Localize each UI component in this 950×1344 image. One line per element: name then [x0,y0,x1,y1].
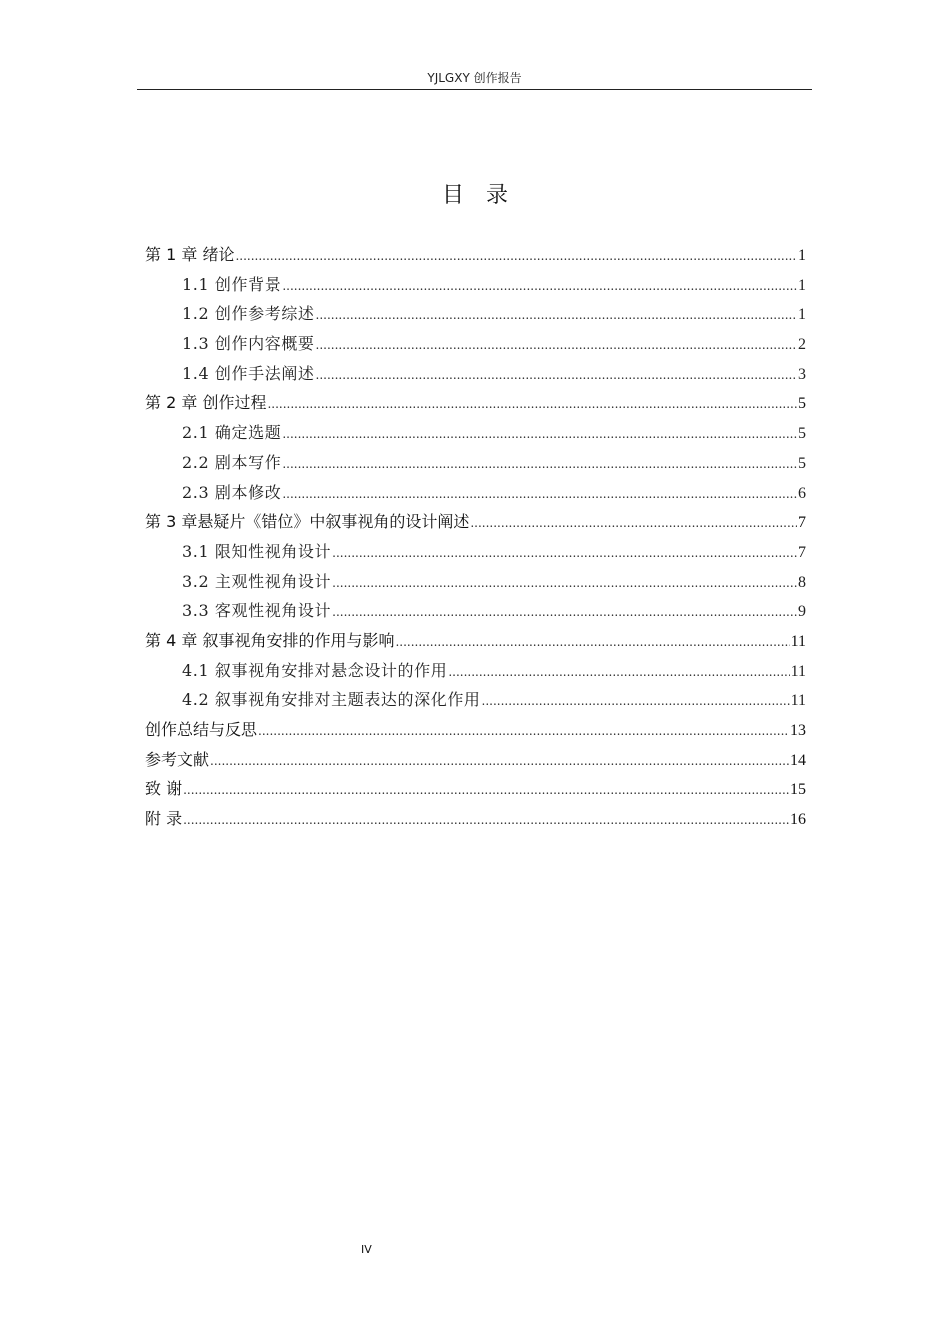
toc-entry-label: 2.1 确定选题 [182,423,282,443]
toc-title: 目录 [441,183,530,208]
toc-entry-page: 1 [798,306,806,324]
header-text: YJLGXY 创作报告 [427,71,522,85]
toc-entry-label: 3.3 客观性视角设计 [182,601,332,621]
toc-chapter-entry[interactable] [145,774,806,804]
toc-entry-label: 第 4 章 叙事视角安排的作用与影响 [145,630,395,650]
toc-entry-page: 16 [790,811,806,829]
toc-leader-dots [183,776,789,806]
toc-entry-label: 1.4 创作手法阐述 [182,363,315,383]
toc-entry-page: 6 [798,484,806,502]
toc-leader-dots [470,509,797,539]
toc-chapter-entry[interactable] [145,745,806,775]
toc-leader-dots [282,420,797,450]
toc-entry-label: 附 录 [145,809,183,829]
toc-section-entry[interactable] [145,478,806,508]
table-of-contents [145,240,806,834]
toc-entry-page: 14 [790,751,806,769]
toc-entry-label: 1.2 创作参考综述 [182,304,315,324]
toc-entry-label: 第 3 章悬疑片《错位》中叙事视角的设计阐述 [145,512,470,532]
toc-leader-dots [482,687,790,717]
toc-leader-dots [235,242,797,272]
toc-section-entry[interactable] [145,537,806,567]
toc-leader-dots [332,598,797,628]
toc-chapter-entry[interactable] [145,715,806,745]
toc-entry-label: 第 2 章 创作过程 [145,393,267,413]
toc-entry-label: 1.1 创作背景 [182,274,282,294]
toc-entry-page: 8 [798,573,806,591]
toc-leader-dots [395,628,789,658]
toc-section-entry[interactable] [145,299,806,329]
toc-entry-page: 15 [790,781,806,799]
toc-entry-page: 1 [798,247,806,264]
toc-leader-dots [316,331,797,361]
toc-section-entry[interactable] [145,448,806,478]
toc-entry-page: 1 [798,276,806,294]
toc-leader-dots [316,361,797,391]
toc-entry-label: 2.3 剧本修改 [182,482,282,502]
toc-section-entry[interactable] [145,270,806,300]
toc-entry-label: 3.2 主观性视角设计 [182,571,332,591]
toc-chapter-entry[interactable] [145,507,806,537]
toc-entry-label: 第 1 章 绪论 [145,245,235,264]
toc-entry-page: 7 [798,543,806,561]
toc-leader-dots [448,658,789,688]
toc-chapter-entry[interactable] [145,626,806,656]
toc-entry-page: 5 [798,454,806,472]
toc-entry-label: 致 谢 [145,779,183,799]
toc-entry-page: 3 [798,365,806,383]
toc-entry-page: 11 [790,662,806,680]
toc-leader-dots [210,747,789,777]
page-number: IV [361,1243,372,1256]
toc-entry-label: 2.2 剧本写作 [182,452,282,472]
toc-entry-page: 11 [790,692,806,710]
toc-entry-page: 9 [798,603,806,621]
toc-section-entry[interactable] [145,656,806,686]
toc-chapter-entry[interactable] [145,240,806,270]
toc-section-entry[interactable] [145,596,806,626]
toc-leader-dots [316,301,797,331]
toc-section-entry[interactable] [145,329,806,359]
toc-leader-dots [258,717,789,747]
toc-entry-label: 1.3 创作内容概要 [182,334,315,354]
toc-entry-page: 11 [790,632,806,650]
toc-entry-label: 参考文献 [145,749,210,769]
toc-entry-label: 4.1 叙事视角安排对悬念设计的作用 [182,660,448,680]
toc-chapter-entry[interactable] [145,388,806,418]
page-header [137,68,812,90]
toc-chapter-entry[interactable] [145,804,806,834]
toc-entry-page: 5 [798,395,806,413]
toc-entry-page: 13 [790,722,806,739]
toc-leader-dots [183,806,789,836]
toc-entry-label: 创作总结与反思 [145,720,258,739]
toc-section-entry[interactable] [145,567,806,597]
toc-entry-page: 2 [798,336,806,354]
toc-leader-dots [282,272,797,302]
toc-leader-dots [267,390,797,420]
toc-entry-label: 3.1 限知性视角设计 [182,541,332,561]
toc-leader-dots [332,569,797,599]
toc-section-entry[interactable] [145,359,806,389]
toc-entry-page: 5 [798,425,806,443]
toc-leader-dots [332,539,797,569]
toc-section-entry[interactable] [145,685,806,715]
toc-section-entry[interactable] [145,418,806,448]
toc-entry-page: 7 [798,514,806,532]
toc-leader-dots [282,480,797,510]
toc-leader-dots [282,450,797,480]
toc-entry-label: 4.2 叙事视角安排对主题表达的深化作用 [182,690,481,710]
